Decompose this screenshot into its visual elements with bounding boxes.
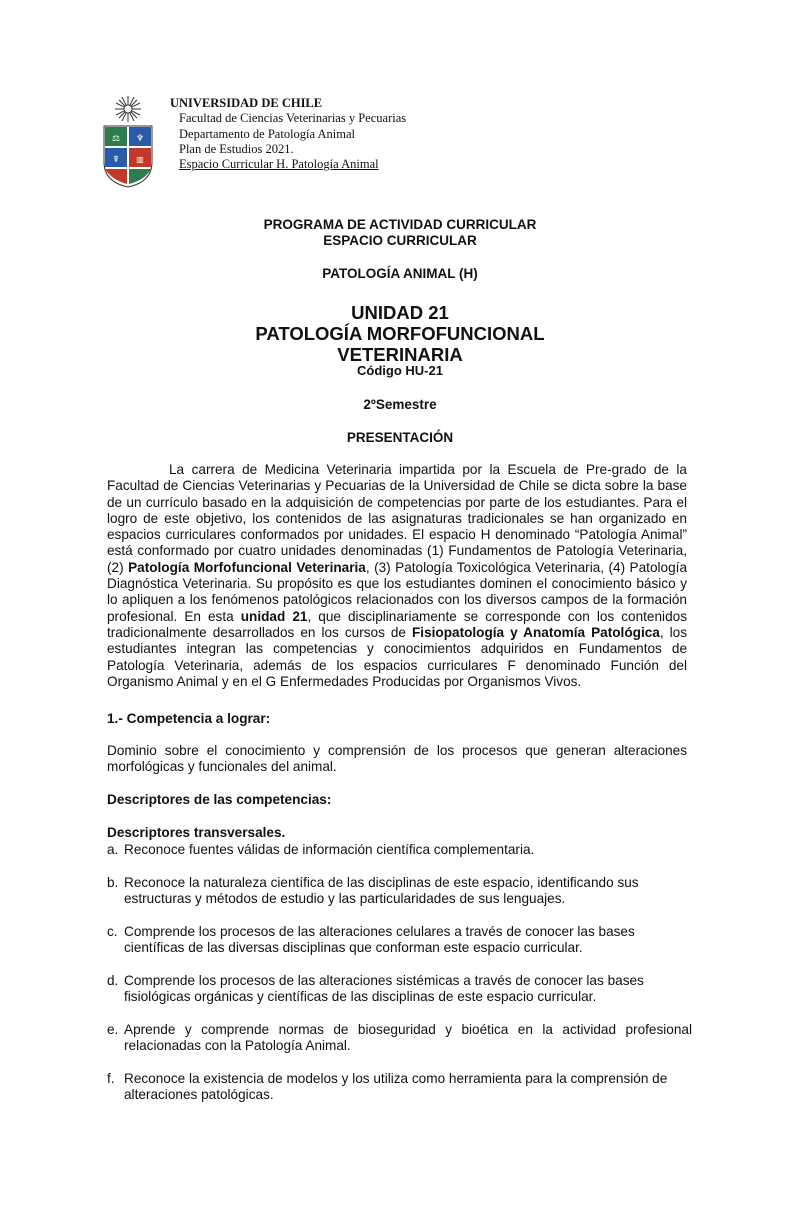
semester: 2ºSemestre bbox=[363, 397, 437, 412]
list-item bbox=[107, 875, 692, 908]
list-item-text: Aprende y comprende normas de bioseguridad y bioética en la actividad profesional relacionadas con la Patología Animal. bbox=[124, 1022, 692, 1054]
svg-text:▥: ▥ bbox=[136, 155, 144, 164]
svg-text:♆: ♆ bbox=[135, 134, 145, 144]
presentation-heading: PRESENTACIÓN bbox=[346, 430, 454, 445]
department-name: Departamento de Patología Animal bbox=[179, 126, 355, 141]
presentation-paragraph bbox=[107, 462, 687, 690]
institution-header bbox=[170, 96, 406, 172]
list-item-text: Reconoce fuentes válidas de información científica complementaria. bbox=[124, 842, 535, 857]
descriptors-heading: Descriptores de las competencias: bbox=[107, 792, 332, 807]
presentation-bold-3: Fisiopatología y Anatomía Patológica bbox=[411, 624, 660, 640]
list-item-text: Comprende los procesos de las alteraciones celulares a través de conocer las bases científicas de las diversas disciplinas que conforman este espacio curricular. bbox=[124, 924, 635, 956]
list-item-text: Reconoce la existencia de modelos y los utiliza como herramienta para la comprensión de alteraciones patológicas. bbox=[124, 1071, 668, 1103]
presentation-bold-2: unidad 21 bbox=[240, 608, 308, 624]
list-marker: f. bbox=[107, 1071, 115, 1086]
list-item-text: Reconoce la naturaleza científica de las disciplinas de este espacio, identificando sus estructuras y métodos de estudio y las particularidades de sus lenguajes. bbox=[124, 875, 639, 907]
curricular-space: Espacio Curricular H. Patología Animal bbox=[179, 157, 379, 172]
competence-heading: 1.- Competencia a lograr: bbox=[107, 711, 271, 726]
svg-text:☤: ☤ bbox=[112, 155, 120, 165]
list-marker: b. bbox=[107, 875, 119, 890]
list-item bbox=[107, 1022, 692, 1055]
list-item bbox=[107, 924, 692, 957]
list-marker: d. bbox=[107, 973, 119, 988]
presentation-text-1: La carrera de Medicina Veterinaria impartida por la Escuela de Pre-grado de la Facultad de Ciencias Veterinarias y Pecuarias de la Universidad de Chile se dicta sobre la base de un currículo basado en la adquisición de competencias por parte de los estudiantes. Para el logro de este objetivo, los contenidos de las asignaturas tradicionales se han organizado en espacios curriculares conformados por unidades. El espacio H denominado “Patología Animal” está conformado por cuatro unidades denominadas (1) Fundamentos de Patología Veterinaria, (2) bbox=[107, 462, 687, 575]
program-title bbox=[0, 217, 800, 249]
list-marker: c. bbox=[107, 924, 118, 939]
unit-title-line1: UNIDAD 21 bbox=[351, 302, 449, 323]
list-marker: a. bbox=[107, 842, 119, 857]
program-title-line2: ESPACIO CURRICULAR bbox=[323, 233, 477, 248]
unit-title-line2: PATOLOGÍA MORFOFUNCIONAL bbox=[255, 323, 545, 344]
study-plan: Plan de Estudios 2021. bbox=[179, 141, 294, 156]
presentation-text-2: , (3) Patología Toxicológica Veterinaria, (4) Patología Diagnóstica Veterinaria. Su propósito es que los estudiantes dominen el conocimiento básico y lo apliquen a los fenómenos patológicos relacionados con los diversos campos de la formación profesional. En esta bbox=[107, 559, 688, 624]
program-title-line1: PROGRAMA DE ACTIVIDAD CURRICULAR bbox=[263, 217, 537, 232]
unit-title bbox=[0, 302, 800, 365]
unit-code: Código HU-21 bbox=[357, 363, 443, 378]
svg-text:⚖: ⚖ bbox=[111, 134, 121, 144]
university-crest-logo bbox=[100, 92, 156, 188]
presentation-text-4: , los estudiantes integran las competencias y conocimientos adquiridos en Fundamentos de Patología Veterinaria, además de los espacios curriculares F denominado Función del Organismo Animal y en el G Enfermedades Producidas por Organismos Vivos. bbox=[107, 624, 687, 689]
unit-title-line3: VETERINARIA bbox=[337, 344, 463, 365]
competence-text: Dominio sobre el conocimiento y comprensión de los procesos que generan alteraciones morfológicas y funcionales del animal. bbox=[107, 743, 687, 775]
list-item bbox=[107, 973, 692, 1006]
transversal-heading: Descriptores transversales. bbox=[107, 825, 286, 840]
list-item-text: Comprende los procesos de las alteraciones sistémicas a través de conocer las bases fisiológicas orgánicas y científicas de las disciplinas de este espacio curricular. bbox=[124, 973, 644, 1005]
faculty-name: Facultad de Ciencias Veterinarias y Pecuarias bbox=[179, 111, 407, 126]
list-marker: e. bbox=[107, 1022, 119, 1037]
pathology-title: PATOLOGÍA ANIMAL (H) bbox=[322, 266, 478, 281]
presentation-bold-1: Patología Morfofuncional Veterinaria bbox=[128, 559, 366, 575]
presentation-text-3: , que disciplinariamente se corresponde con los contenidos tradicionalmente desarrollados en los cursos de bbox=[107, 608, 687, 640]
list-item bbox=[107, 842, 692, 858]
university-name: UNIVERSIDAD DE CHILE bbox=[170, 96, 323, 110]
list-item bbox=[107, 1071, 692, 1104]
